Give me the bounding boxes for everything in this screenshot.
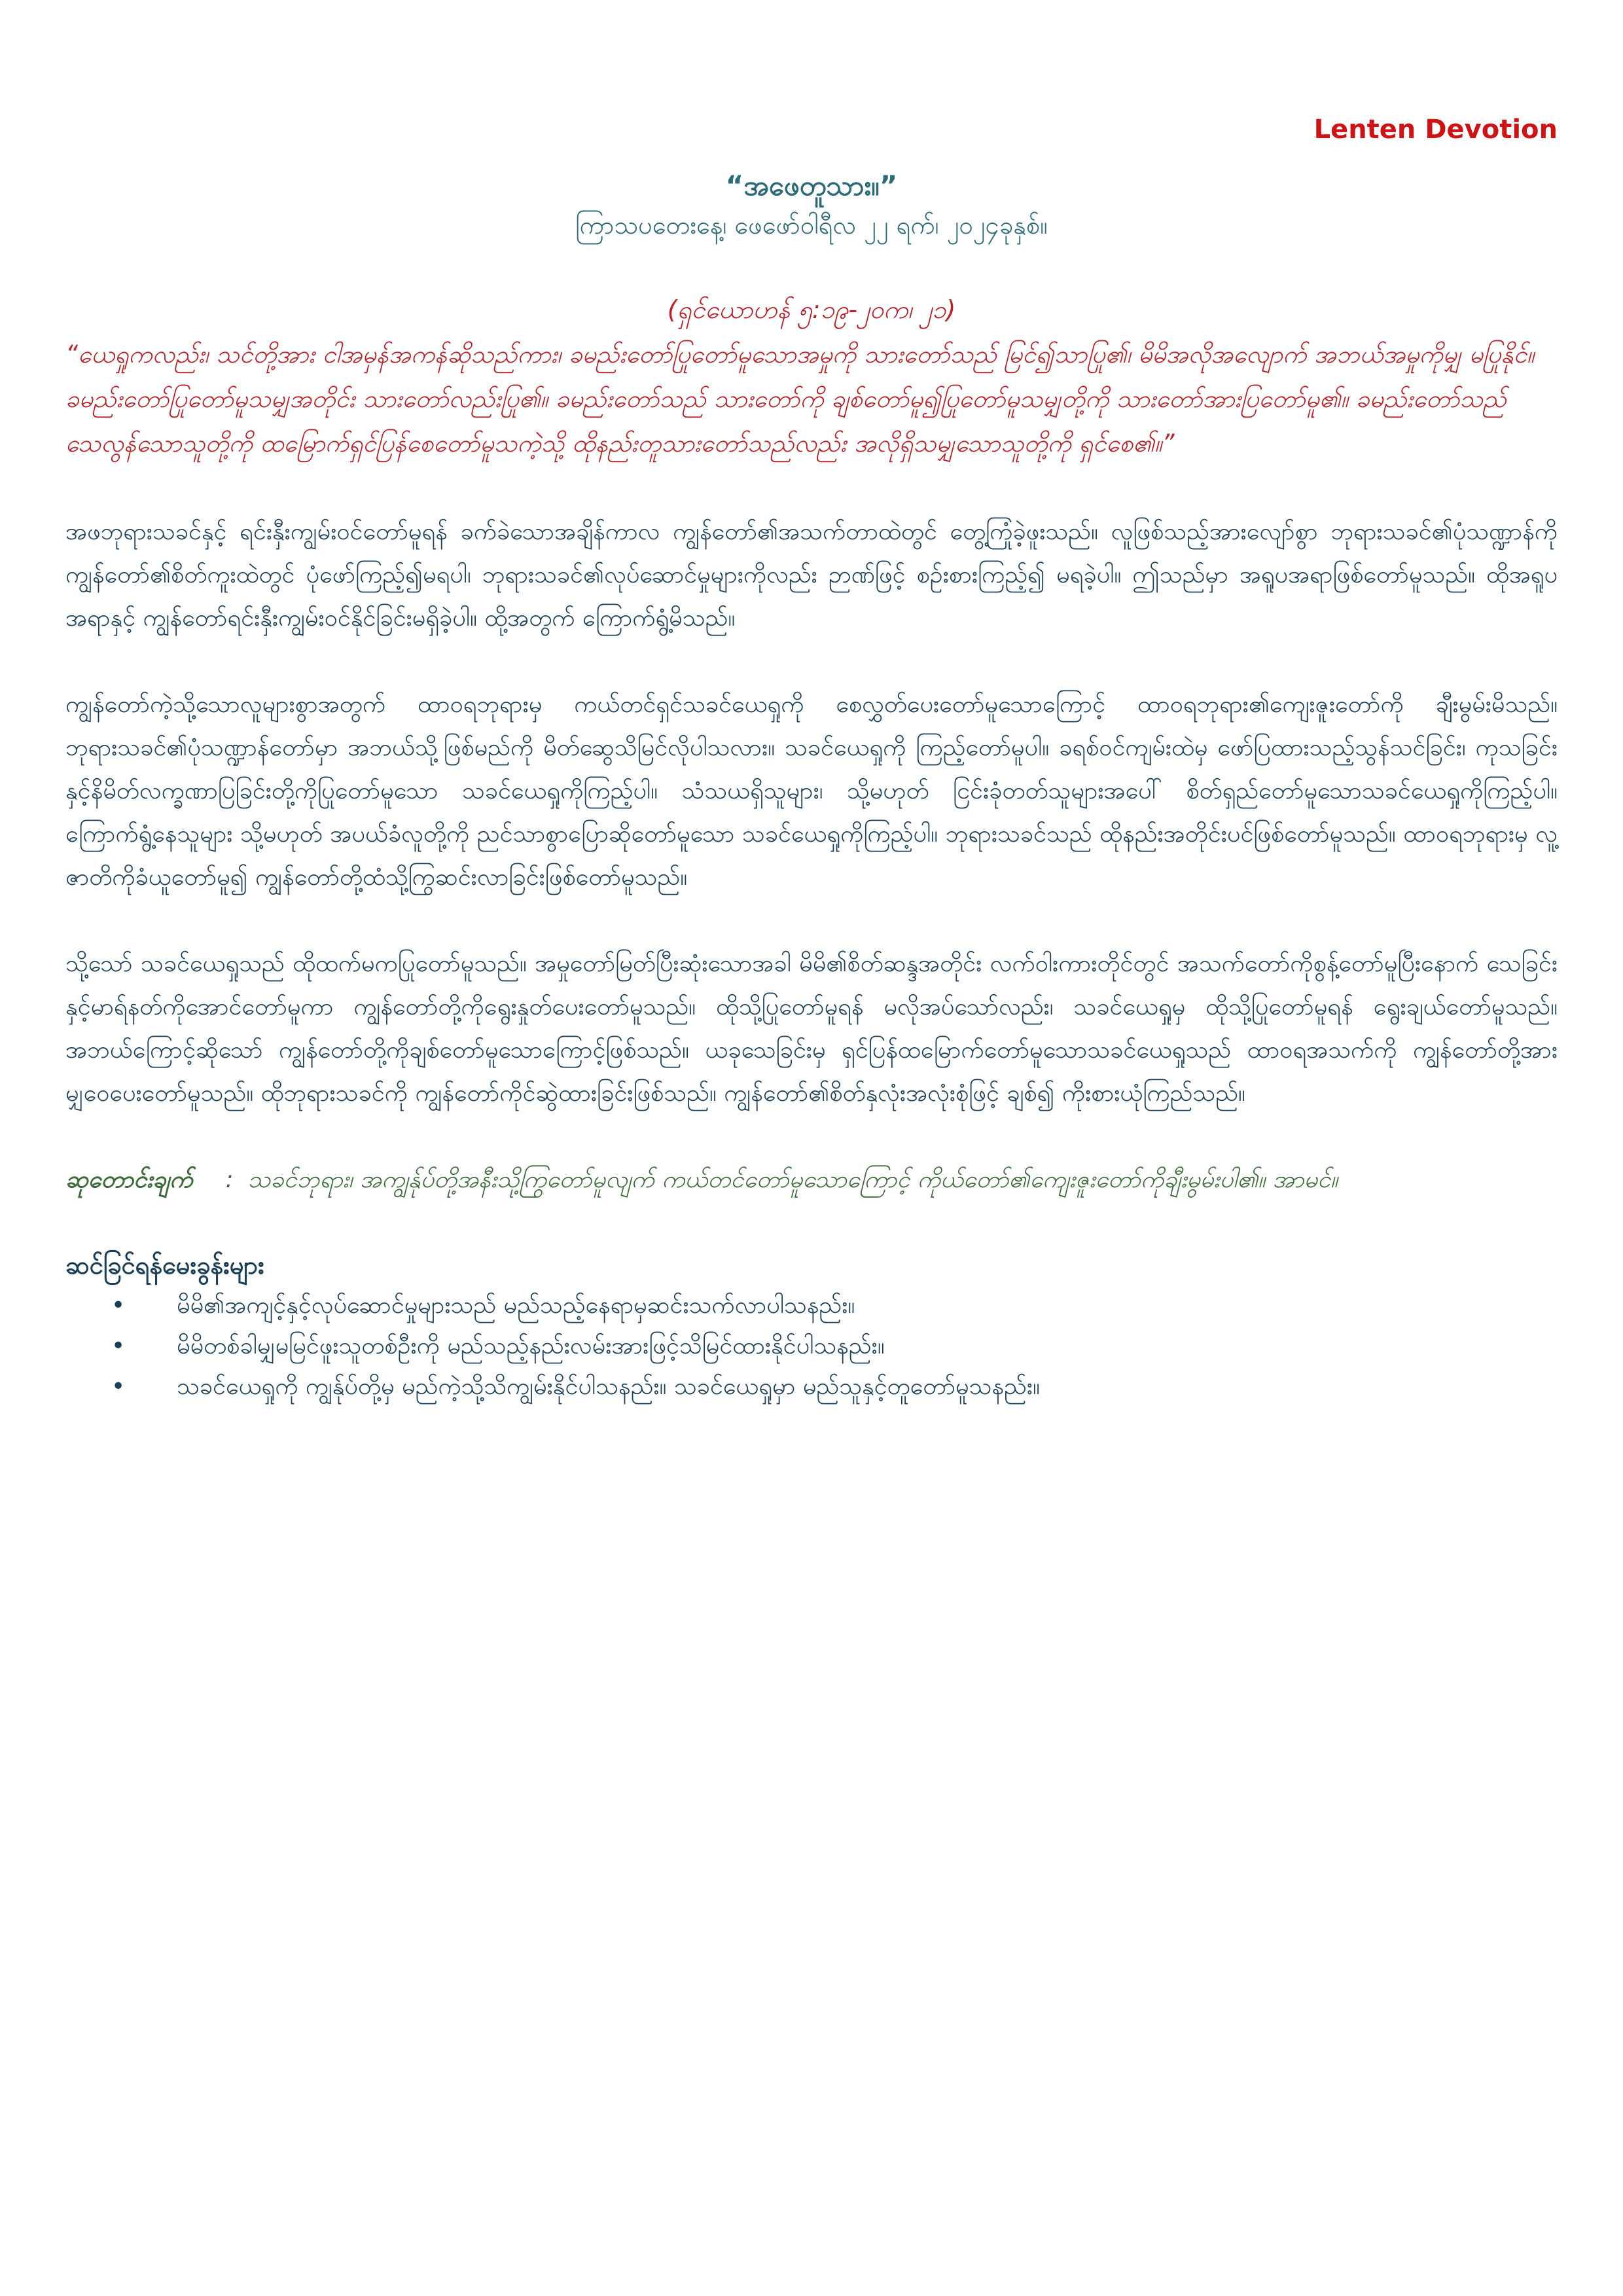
- body-paragraph-3: သို့သော် သခင်ယေရှုသည် ထိုထက်မကပြုတော်မူသည်။ အမှုတော်မြတ်ပြီးဆုံးသောအခါ မိမိ၏စိတ်ဆန္ဒအတိုင်း လက်ဝါးကားတိုင်တွင် အသက်တော်ကိုစွန့်တော်မူပြီးနောက် သေခြင်းနှင့်မာရ်နတ်ကိုအောင်တော်မူကာ ကျွန်တော်တို့ကိုရွေးနှုတ်ပေးတော်မူသည်။ ထိုသို့ပြုတော်မူရန် မလိုအပ်သော်လည်း၊ သခင်ယေရှုမှ ထိုသို့ပြုတော်မူရန် ရွေးချယ်တော်မူသည်။ အဘယ်ကြောင့်ဆိုသော် ကျွန်တော်တို့ကိုချစ်တော်မူသောကြောင့်ဖြစ်သည်။ ယခုသေခြင်းမှ ရှင်ပြန်ထမြောက်တော်မူသောသခင်ယေရှုသည် ထာဝရအသက်ကို ကျွန်တော်တို့အားမျှဝေပေးတော်မူသည်။ ထိုဘုရားသခင်ကို ကျွန်တော်ကိုင်ဆွဲထားခြင်းဖြစ်သည်။ ကျွန်တော်၏စိတ်နှလုံးအလုံးစုံဖြင့် ချစ်၍ ကိုးစားယုံကြည်သည်။: [65, 950, 1558, 1107]
- devotion-date: ကြာသပတေးနေ့၊ ဖေဖော်ဝါရီလ ၂၂ ရက်၊ ၂၀၂၄ခုနှစ်။: [575, 211, 1048, 240]
- bullet-icon: •: [111, 1373, 126, 1400]
- devotion-title: “အဖေတူသား။”: [725, 170, 898, 202]
- scripture-text: “ယေရှုကလည်း၊ သင်တို့အား ငါအမှန်အကန်ဆိုသည်ကား၊ ခမည်းတော်ပြုတော်မူသောအမှုကို သားတော်သည် မြင်၍သာပြု၏၊ မိမိအလိုအလျောက် အဘယ်အမှုကိုမျှ မပြုနိုင်။ ခမည်းတော်ပြုတော်မူသမျှအတိုင်း သားတော်လည်းပြု၏။ ခမည်းတော်သည် သားတော်ကို ချစ်တော်မူ၍ပြုတော်မူသမျှတို့ကို သားတော်အားပြတော်မူ၏။ ခမည်းတော်သည် သေလွန်သောသူတို့ကို ထမြောက်ရှင်ပြန်စေတော်မူသကဲ့သို့ ထိုနည်းတူသားတော်သည်လည်း အလိုရှိသမျှသောသူတို့ကို ရှင်စေ၏။”: [65, 340, 1535, 457]
- prayer-text: သခင်ဘုရား၊ အကျွန်ုပ်တို့အနီးသို့ကြွတော်မူလျက် ကယ်တင်တော်မူသောကြောင့် ကိုယ်တော်၏ကျေးဇူးတော်ကိုချီးမွမ်းပါ၏။ အာမင်။: [247, 1166, 1338, 1193]
- question-text: သခင်ယေရှုကို ကျွန်ုပ်တို့မှ မည်ကဲ့သို့သိကျွမ်းနိုင်ပါသနည်း။ သခင်ယေရှုမှာ မည်သူနှင့်တူတော်မူသနည်း။: [177, 1373, 1040, 1400]
- bullet-icon: •: [111, 1292, 126, 1319]
- questions-heading: ဆင်ခြင်ရန်မေးခွန်းများ: [65, 1251, 264, 1280]
- question-text: မိမိ၏အကျင့်နှင့်လုပ်ဆောင်မှုများသည် မည်သည့်နေရာမှဆင်းသက်လာပါသနည်း။: [177, 1292, 855, 1319]
- question-item: [65, 1326, 1558, 1367]
- question-item: [65, 1285, 1558, 1326]
- body-paragraph-2: ကျွန်တော်ကဲ့သို့သောလူများစွာအတွက် ထာဝရဘုရားမှ ကယ်တင်ရှင်သခင်ယေရှုကို စေလွှတ်ပေးတော်မူသောကြောင့် ထာဝရဘုရား၏ကျေးဇူးတော်ကို ချီးမွမ်းမိသည်။ ဘုရားသခင်၏ပုံသဏ္ဍာန်တော်မှာ အဘယ်သို့ဖြစ်မည်ကို မိတ်ဆွေသိမြင်လိုပါသလား။ သခင်ယေရှုကို ကြည့်တော်မူပါ။ ခရစ်ဝင်ကျမ်းထဲမှ ဖော်ပြထားသည့်သွန်သင်ခြင်း၊ ကုသခြင်းနှင့်နိမိတ်လက္ခဏာပြခြင်းတို့ကိုပြုတော်မူသော သခင်ယေရှုကိုကြည့်ပါ။ သံသယရှိသူများ၊ သို့မဟုတ် ငြင်းခုံတတ်သူများအပေါ် စိတ်ရှည်တော်မူသောသခင်ယေရှုကိုကြည့်ပါ။ ကြောက်ရွံ့နေသူများ သို့မဟုတ် အပယ်ခံလူတို့ကို ညင်သာစွာပြောဆိုတော်မူသော သခင်ယေရှုကိုကြည့်ပါ။ ဘုရားသခင်သည် ထိုနည်းအတိုင်းပင်ဖြစ်တော်မူသည်။ ထာဝရဘုရားမှ လူ့ဇာတိကိုခံယူတော်မူ၍ ကျွန်တော်တို့ထံသို့ကြွဆင်းလာခြင်းဖြစ်တော်မူသည်။: [65, 691, 1558, 891]
- prayer-separator: :: [225, 1166, 234, 1193]
- header-label: Lenten Devotion: [1313, 115, 1558, 145]
- bullet-icon: •: [111, 1333, 126, 1359]
- question-item: [65, 1367, 1558, 1407]
- scripture-reference: (ရှင်ယောဟန် ၅:၁၉-၂၀က၊ ၂၁): [667, 295, 956, 324]
- prayer-block: [65, 1158, 1558, 1202]
- questions-list: [65, 1285, 1558, 1407]
- body-paragraph-1: အဖဘုရားသခင်နှင့် ရင်းနှီးကျွမ်းဝင်တော်မူရန် ခက်ခဲသောအချိန်ကာလ ကျွန်တော်၏အသက်တာထဲတွင် တွေ့ကြုံခဲ့ဖူးသည်။ လူဖြစ်သည့်အားလျော်စွာ ဘုရားသခင်၏ပုံသဏ္ဍာန်ကို ကျွန်တော်၏စိတ်ကူးထဲတွင် ပုံဖော်ကြည့်၍မရပါ၊ ဘုရားသခင်၏လုပ်ဆောင်မှုများကိုလည်း ဉာဏ်ဖြင့် စဉ်းစားကြည့်၍ မရခဲ့ပါ။ ဤသည်မှာ အရူပအရာဖြစ်တော်မူသည်။ ထိုအရူပအရာနှင့် ကျွန်တော်ရင်းနှီးကျွမ်းဝင်နိုင်ခြင်းမရှိခဲ့ပါ။ ထို့အတွက် ကြောက်ရွံ့မိသည်။: [65, 518, 1558, 632]
- prayer-label: ဆုတောင်းချက်: [65, 1166, 193, 1193]
- question-text: မိမိတစ်ခါမျှမမြင်ဖူးသူတစ်ဦးကို မည်သည့်နည်းလမ်းအားဖြင့်သိမြင်ထားနိုင်ပါသနည်း။: [177, 1333, 885, 1359]
